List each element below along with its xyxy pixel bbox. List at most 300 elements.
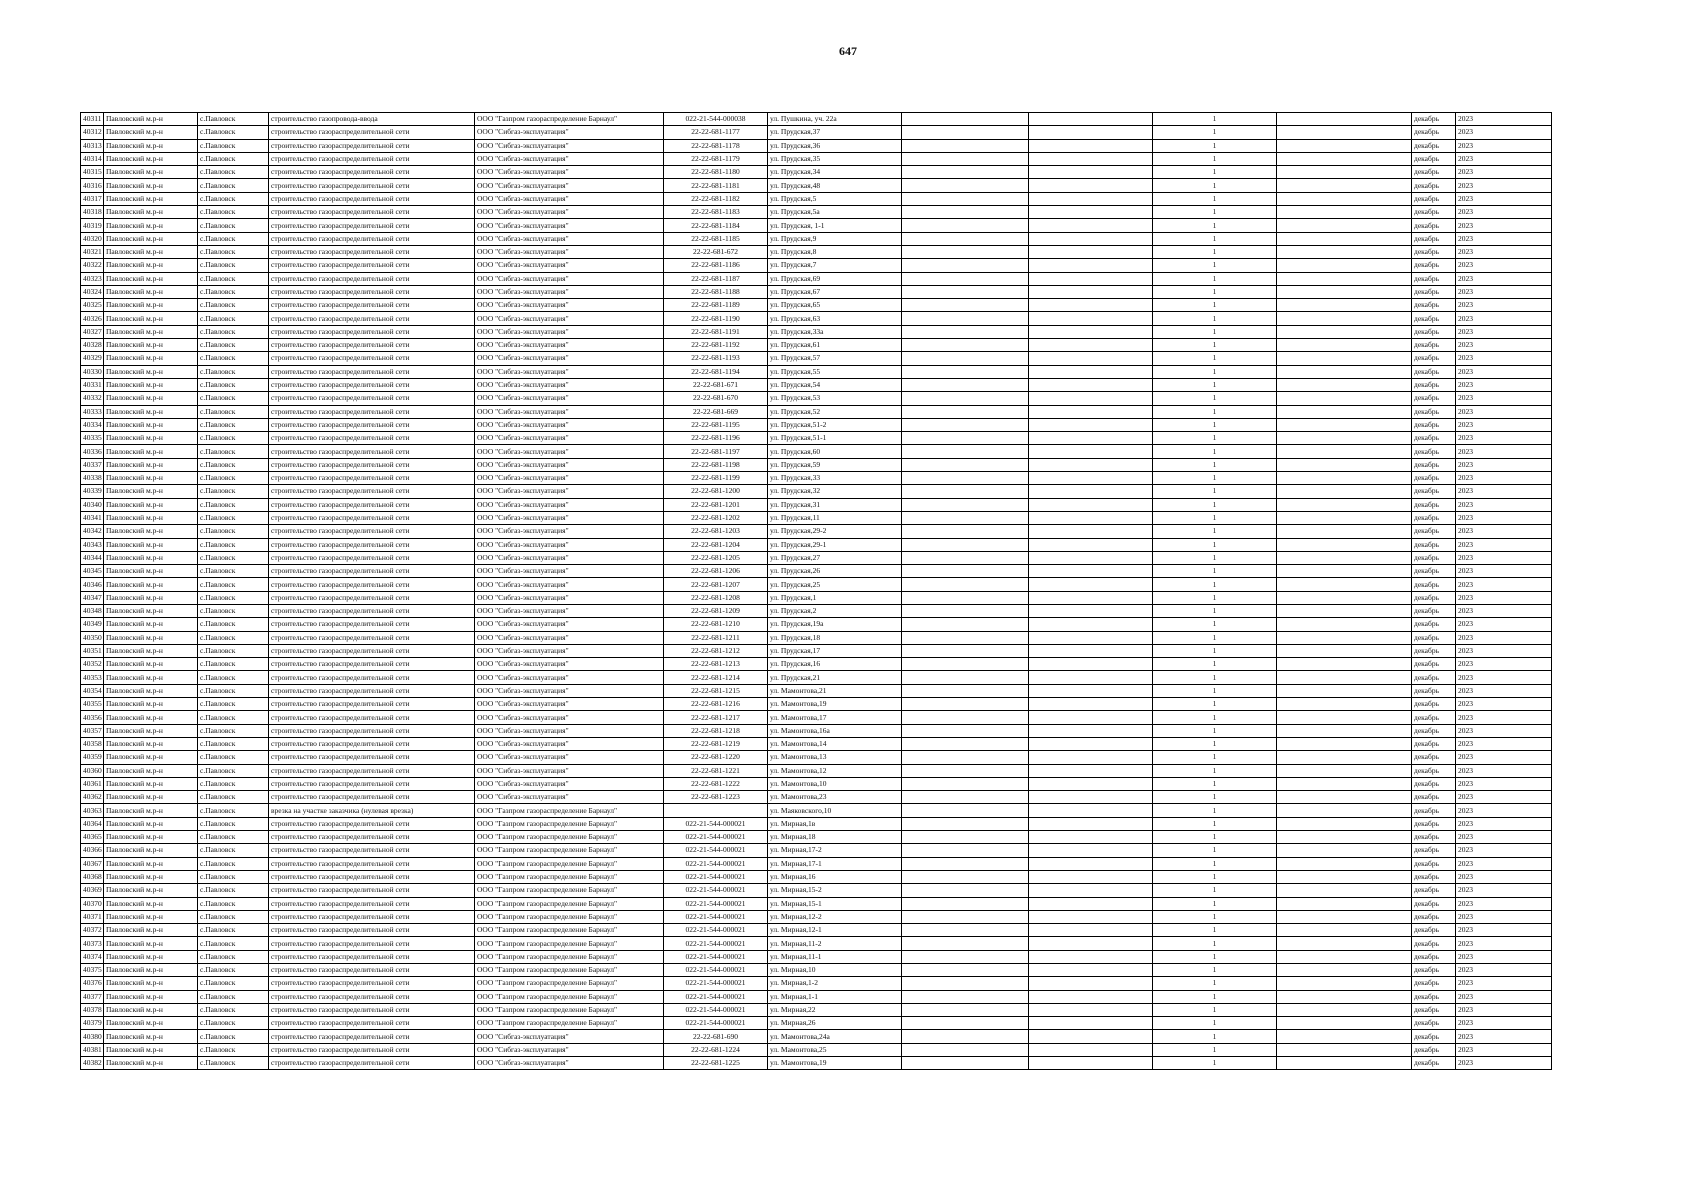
month-cell: декабрь [1412,432,1456,445]
quantity-cell: 1 [1153,245,1277,258]
organization-cell: ООО "Сибгаз-эксплуатация" [475,618,664,631]
row-number: 40363 [81,804,104,817]
table-row [81,192,1552,205]
row-number: 40374 [81,950,104,963]
empty-cell [1029,565,1153,578]
district-cell: Павловский м.р-н [104,392,198,405]
table-row [81,312,1552,325]
work-type-cell: строительство газораспределительной сети [269,1003,475,1016]
empty-cell [902,857,1029,870]
district-cell: Павловский м.р-н [104,724,198,737]
work-type-cell: строительство газораспределительной сети [269,179,475,192]
quantity-cell: 1 [1153,166,1277,179]
empty-cell [1277,924,1412,937]
quantity-cell: 1 [1153,139,1277,152]
empty-cell [1277,139,1412,152]
work-type-cell: строительство газораспределительной сети [269,312,475,325]
row-number: 40312 [81,126,104,139]
district-cell: Павловский м.р-н [104,152,198,165]
empty-cell [902,884,1029,897]
address-cell: ул. Мирная,22 [768,1003,902,1016]
empty-cell [1029,206,1153,219]
settlement-cell: с.Павловск [198,498,269,511]
work-type-cell: строительство газораспределительной сети [269,990,475,1003]
empty-cell [902,950,1029,963]
empty-cell [1277,219,1412,232]
year-cell: 2023 [1456,232,1552,245]
organization-cell: ООО "Сибгаз-эксплуатация" [475,724,664,737]
year-cell: 2023 [1456,365,1552,378]
work-type-cell: строительство газораспределительной сети [269,764,475,777]
address-cell: ул. Мирная,11-1 [768,950,902,963]
work-type-cell: строительство газораспределительной сети [269,538,475,551]
district-cell: Павловский м.р-н [104,684,198,697]
address-cell: ул. Прудская,31 [768,498,902,511]
empty-cell [1029,1057,1153,1070]
quantity-cell: 1 [1153,312,1277,325]
month-cell: декабрь [1412,604,1456,617]
empty-cell [1277,831,1412,844]
year-cell: 2023 [1456,777,1552,790]
quantity-cell: 1 [1153,804,1277,817]
year-cell: 2023 [1456,857,1552,870]
year-cell: 2023 [1456,272,1552,285]
district-cell: Павловский м.р-н [104,126,198,139]
address-cell: ул. Мирная,11-2 [768,937,902,950]
address-cell: ул. Прудская,48 [768,179,902,192]
year-cell: 2023 [1456,312,1552,325]
address-cell: ул. Мирная,1в [768,817,902,830]
organization-cell: ООО "Сибгаз-эксплуатация" [475,485,664,498]
year-cell: 2023 [1456,711,1552,724]
address-cell: ул. Мамонтова,24а [768,1030,902,1043]
row-number: 40358 [81,737,104,750]
year-cell: 2023 [1456,897,1552,910]
permit-number-cell: 22-22-681-669 [664,405,768,418]
organization-cell: ООО "Сибгаз-эксплуатация" [475,378,664,391]
empty-cell [1277,245,1412,258]
table-row [81,777,1552,790]
permit-number-cell: 022-21-544-000021 [664,831,768,844]
row-number: 40316 [81,179,104,192]
month-cell: декабрь [1412,764,1456,777]
empty-cell [1277,339,1412,352]
settlement-cell: с.Павловск [198,604,269,617]
table-row [81,152,1552,165]
quantity-cell: 1 [1153,378,1277,391]
empty-cell [1029,1030,1153,1043]
table-row [81,1017,1552,1030]
permit-number-cell: 22-22-681-1185 [664,232,768,245]
empty-cell [1277,910,1412,923]
year-cell: 2023 [1456,870,1552,883]
settlement-cell: с.Павловск [198,644,269,657]
district-cell: Павловский м.р-н [104,791,198,804]
work-type-cell: строительство газораспределительной сети [269,206,475,219]
settlement-cell: с.Павловск [198,139,269,152]
organization-cell: ООО "Сибгаз-эксплуатация" [475,737,664,750]
work-type-cell: строительство газораспределительной сети [269,791,475,804]
empty-cell [1029,365,1153,378]
row-number: 40336 [81,445,104,458]
settlement-cell: с.Павловск [198,418,269,431]
row-number: 40324 [81,285,104,298]
work-type-cell: строительство газораспределительной сети [269,618,475,631]
permit-number-cell: 22-22-681-1184 [664,219,768,232]
empty-cell [1277,1043,1412,1056]
empty-cell [1277,565,1412,578]
permit-number-cell: 22-22-681-1202 [664,511,768,524]
month-cell: декабрь [1412,485,1456,498]
quantity-cell: 1 [1153,578,1277,591]
month-cell: декабрь [1412,179,1456,192]
settlement-cell: с.Павловск [198,285,269,298]
empty-cell [1277,870,1412,883]
address-cell: ул. Прудская,8 [768,245,902,258]
district-cell: Павловский м.р-н [104,777,198,790]
permit-number-cell: 22-22-681-1223 [664,791,768,804]
work-type-cell: строительство газораспределительной сети [269,432,475,445]
year-cell: 2023 [1456,937,1552,950]
year-cell: 2023 [1456,1003,1552,1016]
settlement-cell: с.Павловск [198,631,269,644]
empty-cell [902,1017,1029,1030]
district-cell: Павловский м.р-н [104,352,198,365]
empty-cell [1029,339,1153,352]
table-row [81,684,1552,697]
year-cell: 2023 [1456,152,1552,165]
empty-cell [902,511,1029,524]
month-cell: декабрь [1412,418,1456,431]
organization-cell: ООО "Сибгаз-эксплуатация" [475,245,664,258]
district-cell: Павловский м.р-н [104,232,198,245]
district-cell: Павловский м.р-н [104,844,198,857]
year-cell: 2023 [1456,831,1552,844]
permit-number-cell: 22-22-681-1182 [664,192,768,205]
settlement-cell: с.Павловск [198,870,269,883]
district-cell: Павловский м.р-н [104,964,198,977]
work-type-cell: строительство газораспределительной сети [269,1043,475,1056]
year-cell: 2023 [1456,245,1552,258]
year-cell: 2023 [1456,339,1552,352]
district-cell: Павловский м.р-н [104,113,198,126]
empty-cell [1277,751,1412,764]
permit-number-cell: 22-22-681-1225 [664,1057,768,1070]
quantity-cell: 1 [1153,339,1277,352]
quantity-cell: 1 [1153,684,1277,697]
month-cell: декабрь [1412,937,1456,950]
empty-cell [1029,458,1153,471]
empty-cell [1029,937,1153,950]
row-number: 40327 [81,325,104,338]
district-cell: Павловский м.р-н [104,458,198,471]
table-row [81,219,1552,232]
organization-cell: ООО "Сибгаз-эксплуатация" [475,179,664,192]
organization-cell: ООО "Сибгаз-эксплуатация" [475,285,664,298]
organization-cell: ООО "Газпром газораспределение Барнаул" [475,977,664,990]
address-cell: ул. Мирная,18 [768,831,902,844]
district-cell: Павловский м.р-н [104,432,198,445]
empty-cell [1277,977,1412,990]
year-cell: 2023 [1456,126,1552,139]
empty-cell [1277,525,1412,538]
row-number: 40367 [81,857,104,870]
empty-cell [1029,378,1153,391]
empty-cell [902,831,1029,844]
quantity-cell: 1 [1153,1043,1277,1056]
row-number: 40343 [81,538,104,551]
organization-cell: ООО "Сибгаз-эксплуатация" [475,392,664,405]
permit-number-cell: 22-22-681-1219 [664,737,768,750]
year-cell: 2023 [1456,418,1552,431]
permit-number-cell: 22-22-681-1214 [664,671,768,684]
empty-cell [1029,857,1153,870]
year-cell: 2023 [1456,485,1552,498]
address-cell: ул. Мирная,26 [768,1017,902,1030]
quantity-cell: 1 [1153,644,1277,657]
empty-cell [1277,1057,1412,1070]
work-type-cell: строительство газораспределительной сети [269,551,475,564]
address-cell: ул. Прудская,51-2 [768,418,902,431]
month-cell: декабрь [1412,618,1456,631]
organization-cell: ООО "Сибгаз-эксплуатация" [475,432,664,445]
row-number: 40381 [81,1043,104,1056]
empty-cell [1029,817,1153,830]
empty-cell [1029,804,1153,817]
empty-cell [902,299,1029,312]
table-row [81,339,1552,352]
permit-number-cell: 022-21-544-000021 [664,924,768,937]
organization-cell: ООО "Сибгаз-эксплуатация" [475,325,664,338]
address-cell: ул. Прудская,5а [768,206,902,219]
month-cell: декабрь [1412,259,1456,272]
row-number: 40318 [81,206,104,219]
permit-number-cell: 22-22-681-1177 [664,126,768,139]
permit-number-cell: 022-21-544-000021 [664,844,768,857]
organization-cell: ООО "Сибгаз-эксплуатация" [475,711,664,724]
empty-cell [1277,285,1412,298]
table-row [81,631,1552,644]
district-cell: Павловский м.р-н [104,485,198,498]
district-cell: Павловский м.р-н [104,897,198,910]
empty-cell [1277,804,1412,817]
month-cell: декабрь [1412,698,1456,711]
settlement-cell: с.Павловск [198,977,269,990]
empty-cell [1277,458,1412,471]
settlement-cell: с.Павловск [198,445,269,458]
work-type-cell: строительство газораспределительной сети [269,751,475,764]
empty-cell [902,525,1029,538]
table-row [81,365,1552,378]
quantity-cell: 1 [1153,751,1277,764]
address-cell: ул. Прудская,60 [768,445,902,458]
table-row [81,737,1552,750]
permit-number-cell: 22-22-681-1199 [664,472,768,485]
work-type-cell: строительство газораспределительной сети [269,245,475,258]
month-cell: декабрь [1412,777,1456,790]
district-cell: Павловский м.р-н [104,179,198,192]
quantity-cell: 1 [1153,565,1277,578]
permit-number-cell: 22-22-681-672 [664,245,768,258]
empty-cell [902,152,1029,165]
table-row [81,884,1552,897]
month-cell: декабрь [1412,206,1456,219]
empty-cell [1277,392,1412,405]
row-number: 40311 [81,113,104,126]
year-cell: 2023 [1456,551,1552,564]
work-type-cell: строительство газораспределительной сети [269,884,475,897]
permit-number-cell: 022-21-544-000021 [664,910,768,923]
year-cell: 2023 [1456,166,1552,179]
empty-cell [1277,405,1412,418]
empty-cell [902,485,1029,498]
table-row [81,432,1552,445]
year-cell: 2023 [1456,1057,1552,1070]
work-type-cell: строительство газораспределительной сети [269,1017,475,1030]
settlement-cell: с.Павловск [198,791,269,804]
year-cell: 2023 [1456,139,1552,152]
month-cell: декабрь [1412,990,1456,1003]
empty-cell [902,418,1029,431]
month-cell: декабрь [1412,352,1456,365]
empty-cell [902,219,1029,232]
empty-cell [1029,418,1153,431]
address-cell: ул. Прудская,63 [768,312,902,325]
settlement-cell: с.Павловск [198,245,269,258]
work-type-cell: строительство газораспределительной сети [269,498,475,511]
address-cell: ул. Прудская,11 [768,511,902,524]
empty-cell [1277,711,1412,724]
permit-number-cell: 22-22-681-1211 [664,631,768,644]
organization-cell: ООО "Сибгаз-эксплуатация" [475,525,664,538]
organization-cell: ООО "Сибгаз-эксплуатация" [475,166,664,179]
table-row [81,352,1552,365]
settlement-cell: с.Павловск [198,472,269,485]
year-cell: 2023 [1456,378,1552,391]
empty-cell [1277,378,1412,391]
row-number: 40335 [81,432,104,445]
empty-cell [902,166,1029,179]
table-row [81,418,1552,431]
quantity-cell: 1 [1153,724,1277,737]
row-number: 40357 [81,724,104,737]
year-cell: 2023 [1456,631,1552,644]
quantity-cell: 1 [1153,990,1277,1003]
work-type-cell: строительство газораспределительной сети [269,897,475,910]
district-cell: Павловский м.р-н [104,139,198,152]
empty-cell [1029,870,1153,883]
district-cell: Павловский м.р-н [104,418,198,431]
permit-number-cell: 22-22-681-1205 [664,551,768,564]
settlement-cell: с.Павловск [198,817,269,830]
permit-number-cell: 022-21-544-000021 [664,990,768,1003]
quantity-cell: 1 [1153,325,1277,338]
quantity-cell: 1 [1153,538,1277,551]
permit-number-cell: 22-22-681-1181 [664,179,768,192]
empty-cell [1277,644,1412,657]
permit-number-cell: 22-22-681-1204 [664,538,768,551]
settlement-cell: с.Павловск [198,378,269,391]
settlement-cell: с.Павловск [198,1043,269,1056]
empty-cell [902,113,1029,126]
month-cell: декабрь [1412,551,1456,564]
table-row [81,724,1552,737]
table-row [81,831,1552,844]
permit-number-cell: 22-22-681-1190 [664,312,768,325]
month-cell: декабрь [1412,804,1456,817]
organization-cell: ООО "Газпром газораспределение Барнаул" [475,1003,664,1016]
quantity-cell: 1 [1153,1017,1277,1030]
permit-number-cell: 22-22-681-1209 [664,604,768,617]
year-cell: 2023 [1456,1043,1552,1056]
quantity-cell: 1 [1153,604,1277,617]
month-cell: декабрь [1412,817,1456,830]
row-number: 40319 [81,219,104,232]
empty-cell [1277,884,1412,897]
address-cell: ул. Мирная,16 [768,870,902,883]
month-cell: декабрь [1412,870,1456,883]
table-row [81,299,1552,312]
table-row [81,604,1552,617]
quantity-cell: 1 [1153,418,1277,431]
year-cell: 2023 [1456,817,1552,830]
address-cell: ул. Прудская,26 [768,565,902,578]
work-type-cell: строительство газораспределительной сети [269,1057,475,1070]
permit-number-cell: 022-21-544-000021 [664,977,768,990]
permit-number-cell: 22-22-681-1183 [664,206,768,219]
year-cell: 2023 [1456,1030,1552,1043]
work-type-cell: строительство газопровода-ввода [269,113,475,126]
empty-cell [902,445,1029,458]
quantity-cell: 1 [1153,1003,1277,1016]
work-type-cell: строительство газораспределительной сети [269,831,475,844]
settlement-cell: с.Павловск [198,724,269,737]
permit-number-cell: 22-22-681-1224 [664,1043,768,1056]
settlement-cell: с.Павловск [198,684,269,697]
settlement-cell: с.Павловск [198,1017,269,1030]
table-row [81,232,1552,245]
permit-number-cell: 022-21-544-000021 [664,964,768,977]
settlement-cell: с.Павловск [198,950,269,963]
empty-cell [902,804,1029,817]
month-cell: декабрь [1412,578,1456,591]
empty-cell [902,179,1029,192]
empty-cell [902,285,1029,298]
organization-cell: ООО "Сибгаз-эксплуатация" [475,578,664,591]
empty-cell [1029,166,1153,179]
district-cell: Павловский м.р-н [104,737,198,750]
quantity-cell: 1 [1153,365,1277,378]
month-cell: декабрь [1412,1017,1456,1030]
permit-number-cell: 22-22-681-1196 [664,432,768,445]
row-number: 40372 [81,924,104,937]
work-type-cell: строительство газораспределительной сети [269,299,475,312]
row-number: 40370 [81,897,104,910]
table-row [81,950,1552,963]
empty-cell [1277,698,1412,711]
month-cell: декабрь [1412,339,1456,352]
row-number: 40330 [81,365,104,378]
empty-cell [1277,352,1412,365]
empty-cell [1277,578,1412,591]
row-number: 40377 [81,990,104,1003]
settlement-cell: с.Павловск [198,272,269,285]
empty-cell [902,565,1029,578]
settlement-cell: с.Павловск [198,299,269,312]
organization-cell: ООО "Сибгаз-эксплуатация" [475,445,664,458]
table-row [81,139,1552,152]
table-row [81,990,1552,1003]
